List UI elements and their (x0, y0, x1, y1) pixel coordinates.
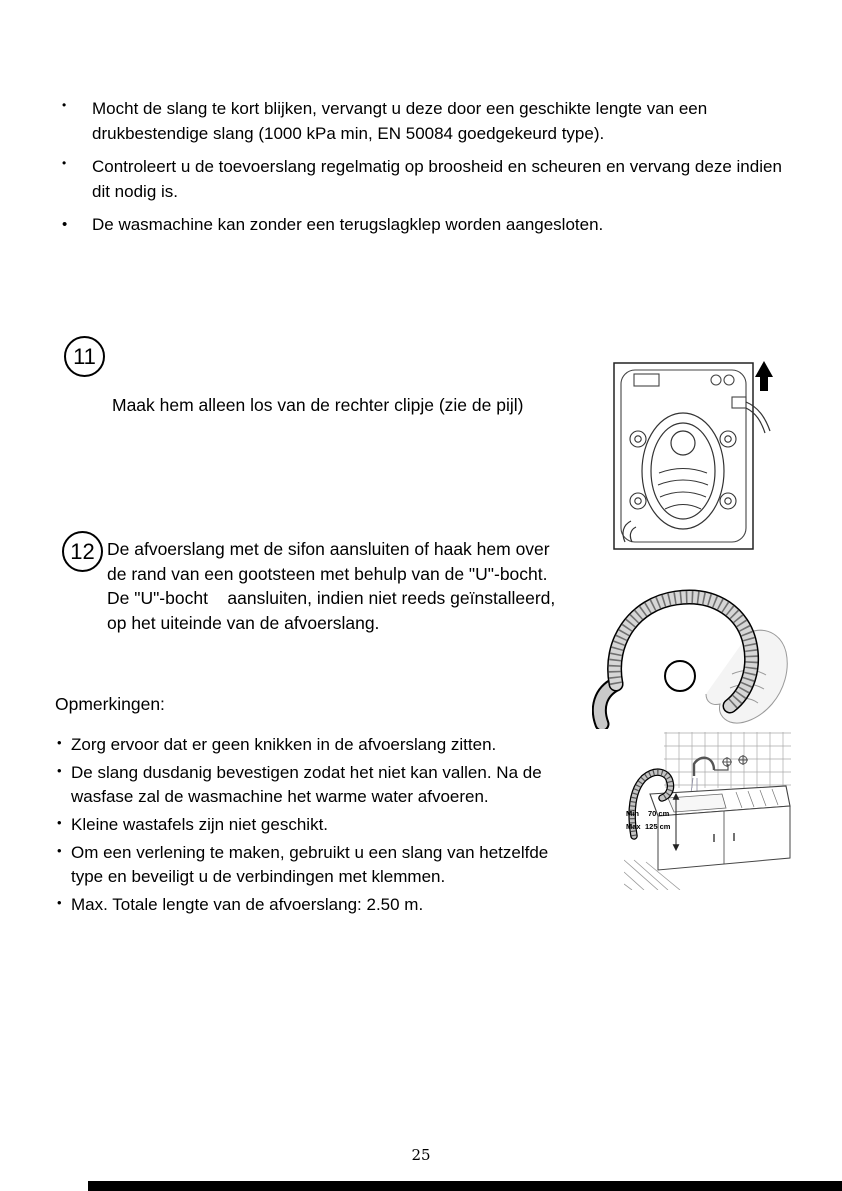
bullet-text: Om een verlening te maken, gebruikt u een slang van hetzelfde type en beveiligt u de verbindingen met klemmen. (71, 843, 549, 886)
washing-machine-rear-illustration (613, 357, 775, 551)
sink-max-label: Max (626, 822, 641, 831)
bullet-icon: • (62, 98, 67, 112)
bullet-text: Kleine wastafels zijn niet geschikt. (71, 815, 329, 834)
list-item (62, 212, 797, 237)
bullet-icon: • (62, 216, 68, 233)
list-item (57, 733, 579, 757)
notes-heading: Opmerkingen: (55, 694, 165, 714)
ring-marker (665, 661, 695, 691)
step-11-number: 11 (73, 343, 96, 369)
notes-list (57, 733, 579, 921)
bullet-icon: • (57, 895, 62, 910)
step-12-number: 12 (70, 538, 95, 564)
step-11-badge (64, 336, 105, 377)
bullet-text: Mocht de slang te kort blijken, vervangt u deze door een geschikte lengte van een drukbestendige slang (1000 kPa min, EN 50084 goedgekeurd type). (92, 99, 708, 143)
bullet-icon: • (57, 815, 62, 830)
step-12-text (107, 537, 562, 635)
list-item (57, 841, 579, 889)
bullet-text: Controleert u de toevoerslang regelmatig op broosheid en scheuren en vervang deze indien dit nodig is. (92, 157, 782, 201)
bullet-icon: • (57, 763, 62, 778)
sink-min-value: 70 cm (648, 809, 670, 818)
page-number: 25 (411, 1146, 431, 1164)
bullet-text: Max. Totale lengte van de afvoerslang: 2.50 m. (71, 895, 424, 914)
drain-hose-illustration (592, 576, 792, 729)
bullet-text: De wasmachine kan zonder een terugslagklep worden aangesloten. (92, 215, 604, 234)
faucet (694, 755, 748, 776)
step-11-caption: Maak hem alleen los van de rechter clipje (zie de pijl) (112, 395, 524, 415)
step-12-badge (62, 531, 103, 572)
arrow-up-icon (755, 361, 773, 391)
sink-max-value: 125 cm (645, 822, 671, 831)
list-item (57, 893, 579, 917)
list-item (57, 813, 579, 837)
intro-bullet-list (62, 96, 797, 245)
bullet-text: De slang dusdanig bevestigen zodat het niet kan vallen. Na de wasfase zal de wasmachine het warme water afvoeren. (71, 763, 542, 806)
bullet-icon: • (57, 735, 62, 750)
step-12-paragraph: De "U"-bocht aansluiten, indien niet reeds geïnstalleerd, op het uiteinde van de afvoerslang. (107, 588, 561, 633)
step-12-paragraph: De afvoerslang met de sifon aansluiten of haak hem over de rand van een gootsteen met behulp van de "U"-bocht. (107, 539, 555, 584)
bullet-text: Zorg ervoor dat er geen knikken in de afvoerslang zitten. (71, 735, 497, 754)
scan-edge-bar (88, 1181, 842, 1191)
list-item (62, 96, 797, 146)
list-item (62, 154, 797, 204)
bullet-icon: • (57, 843, 62, 858)
sink-min-label: Min (626, 809, 639, 818)
sink-illustration (624, 732, 791, 890)
bullet-icon: • (62, 156, 67, 170)
list-item (57, 761, 579, 809)
